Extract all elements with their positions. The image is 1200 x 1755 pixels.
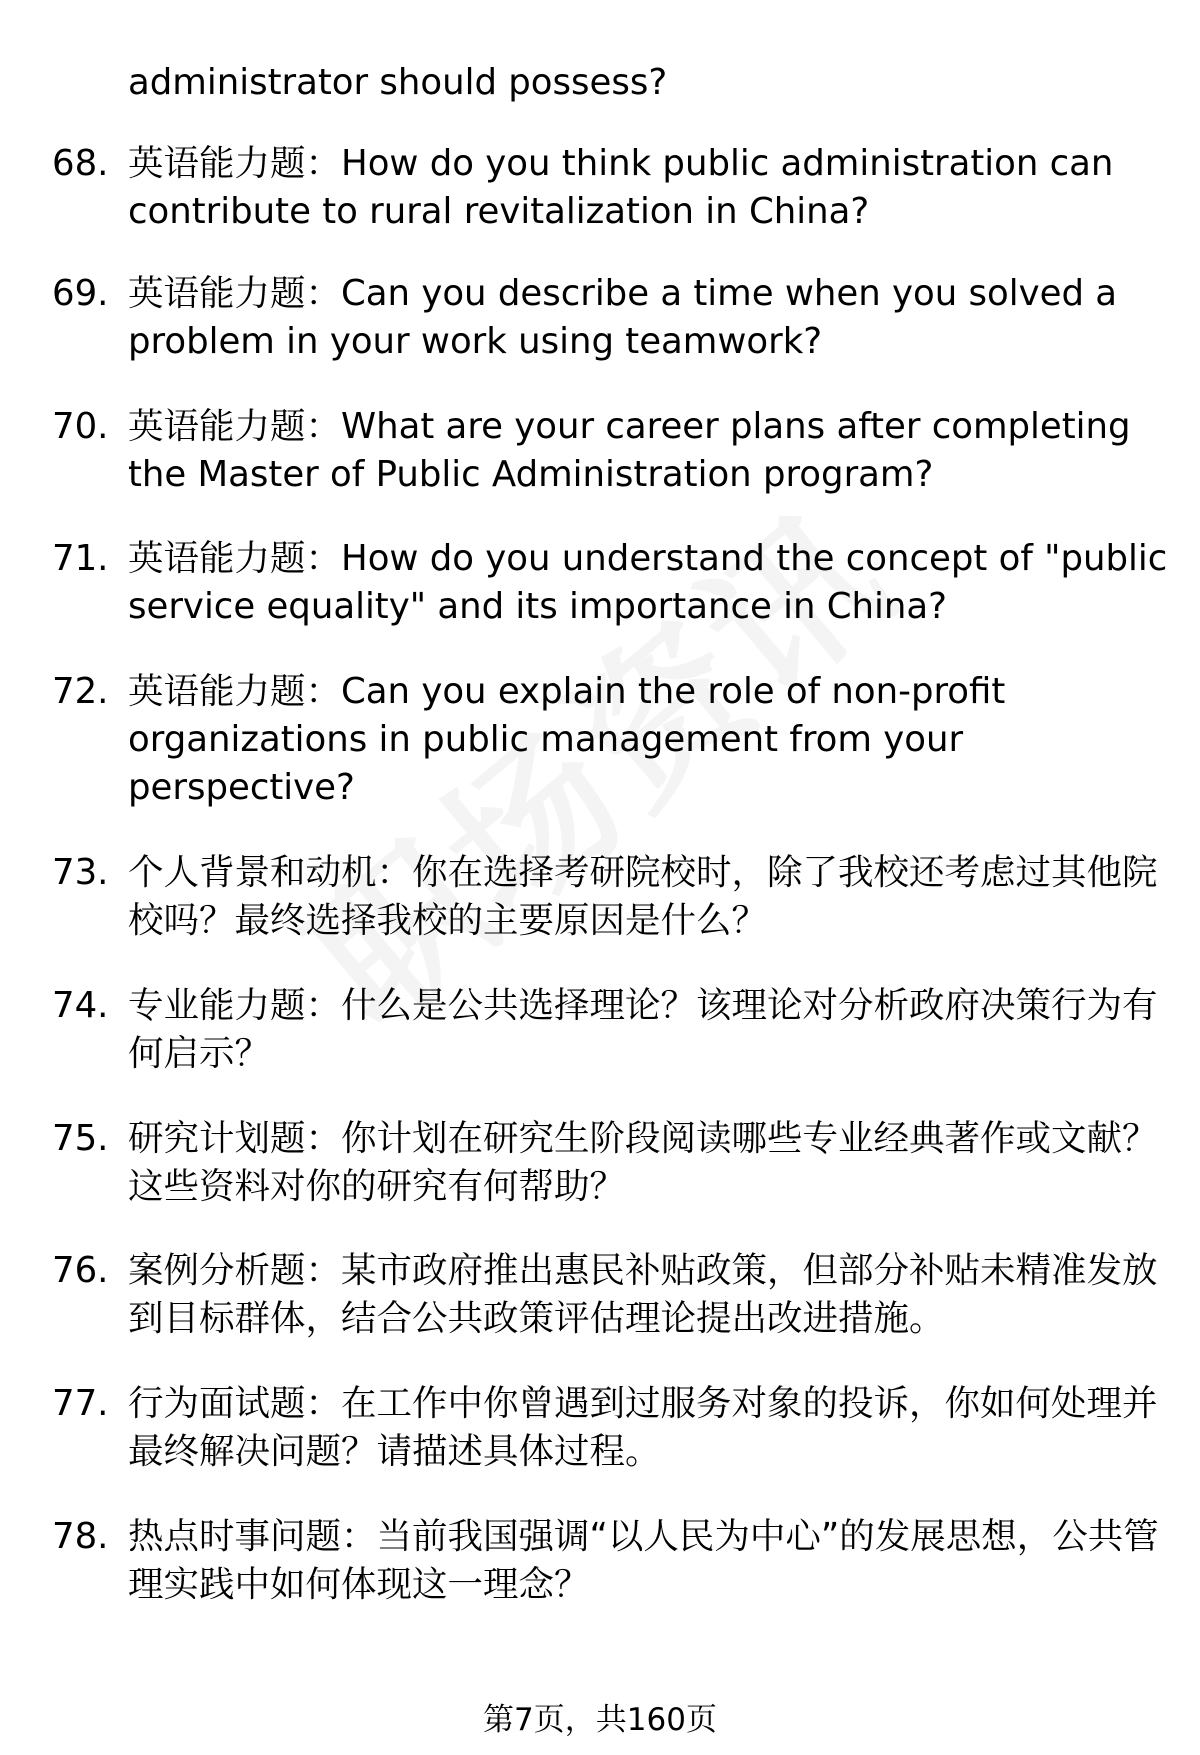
question-number: 72. bbox=[52, 671, 109, 712]
question-text: 英语能力题：How do you understand the concept of "public service equality" and its importance in China? bbox=[128, 538, 1168, 627]
question-number: 70. bbox=[52, 406, 109, 447]
question-number: 68. bbox=[52, 143, 109, 184]
question-text: 专业能力题：什么是公共选择理论？该理论对分析政府决策行为有何启示？ bbox=[128, 985, 1158, 1074]
question-number: 73. bbox=[52, 852, 109, 893]
question-text: administrator should possess? bbox=[128, 62, 668, 103]
question-number: 71. bbox=[52, 538, 109, 579]
page-footer: 第7页，共160页 bbox=[483, 1702, 717, 1738]
question-text: 英语能力题：What are your career plans after completing the Master of Public Administration program? bbox=[128, 406, 1131, 495]
question-text: 热点时事问题：当前我国强调“以人民为中心”的发展思想，公共管理实践中如何体现这一理念？ bbox=[128, 1516, 1159, 1605]
question-text: 案例分析题：某市政府推出惠民补贴政策，但部分补贴未精准发放到目标群体，结合公共政策评估理论提出改进措施。 bbox=[128, 1250, 1158, 1339]
question-number: 77. bbox=[52, 1383, 109, 1424]
question-text: 研究计划题：你计划在研究生阶段阅读哪些专业经典著作或文献？这些资料对你的研究有何帮助？ bbox=[128, 1118, 1158, 1207]
question-text: 个人背景和动机：你在选择考研院校时，除了我校还考虑过其他院校吗？最终选择我校的主要原因是什么？ bbox=[128, 852, 1158, 941]
question-text: 英语能力题：Can you describe a time when you solved a problem in your work using teamwork? bbox=[128, 273, 1118, 362]
question-text: 英语能力题：How do you think public administration can contribute to rural revitalization in China? bbox=[128, 143, 1114, 232]
question-number: 69. bbox=[52, 273, 109, 314]
question-text: 英语能力题：Can you explain the role of non-profit organizations in public management from your perspective? bbox=[128, 671, 1006, 808]
question-number: 76. bbox=[52, 1250, 109, 1291]
question-number: 74. bbox=[52, 985, 109, 1026]
question-number: 78. bbox=[52, 1516, 109, 1557]
question-text: 行为面试题：在工作中你曾遇到过服务对象的投诉，你如何处理并最终解决问题？请描述具体过程。 bbox=[128, 1383, 1158, 1472]
question-number: 75. bbox=[52, 1118, 109, 1159]
